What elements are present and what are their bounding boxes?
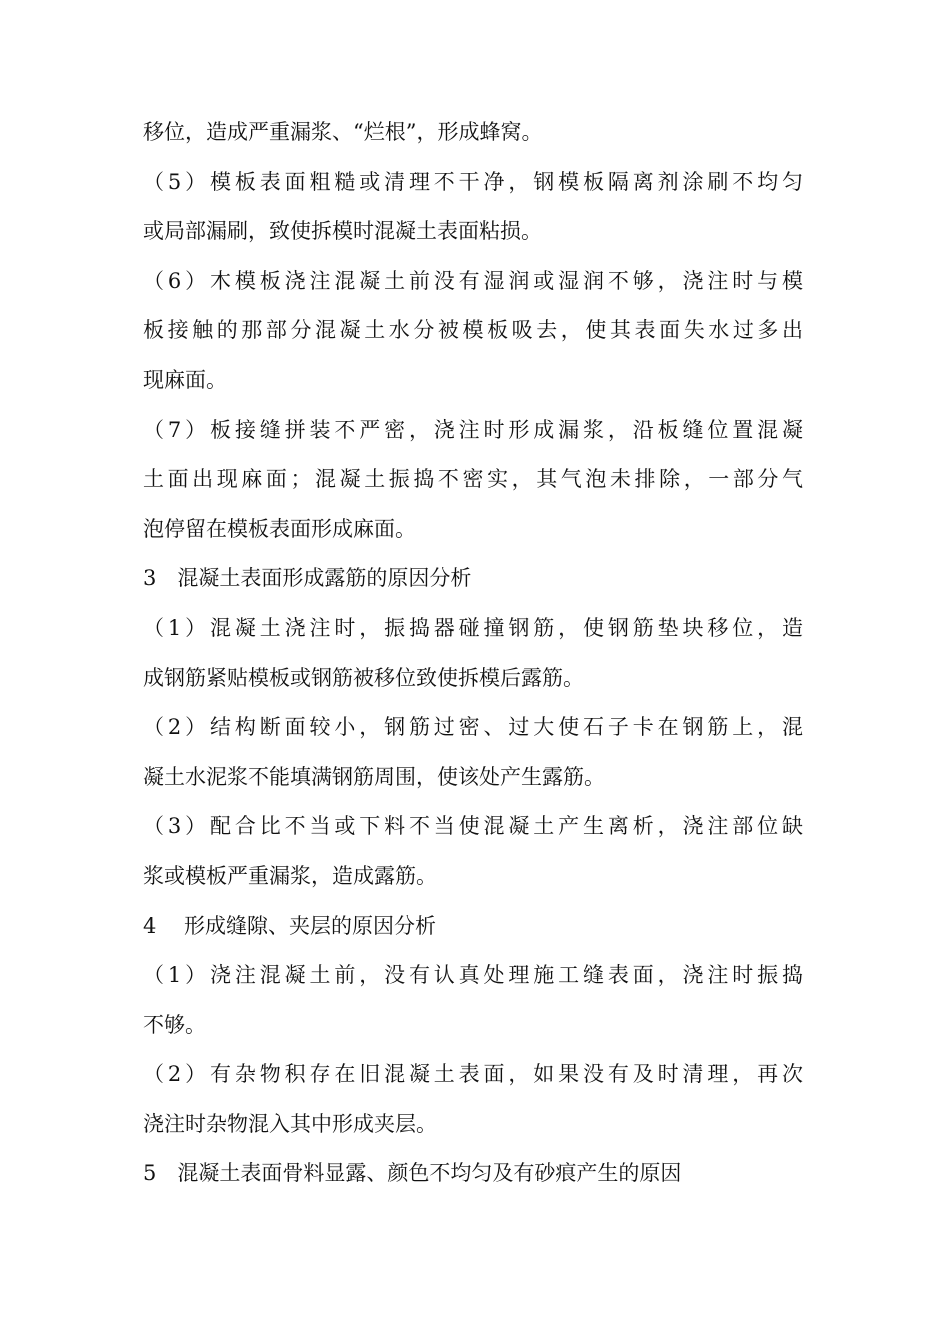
text-line: 泡停留在模板表面形成麻面。 (143, 516, 416, 541)
text-line: 土面出现麻面；混凝土振捣不密实，其气泡未排除，一部分气 (143, 467, 803, 492)
text-line: 浇注时杂物混入其中形成夹层。 (143, 1111, 437, 1136)
text-line: 移位，造成严重漏浆、“烂根”，形成蜂窝。 (143, 120, 543, 144)
text-line: （1）浇注混凝土前，没有认真处理施工缝表面，浇注时振捣 (143, 963, 803, 988)
text-line: 现麻面。 (143, 367, 227, 392)
text-line: 浆或模板严重漏浆，造成露筋。 (143, 863, 437, 888)
section-heading: 3 混凝土表面形成露筋的原因分析 (143, 566, 472, 591)
text-line: （5）模板表面粗糙或清理不干净，钢模板隔离剂涂刷不均匀 (143, 169, 803, 194)
text-line: （2）有杂物积存在旧混凝土表面，如果没有及时清理，再次 (143, 1062, 803, 1087)
text-line: （3）配合比不当或下料不当使混凝土产生离析，浇注部位缺 (143, 814, 803, 839)
text-line: （6）木模板浇注混凝土前没有湿润或湿润不够，浇注时与模 (143, 268, 803, 293)
text-line: 成钢筋紧贴模板或钢筋被移位致使拆模后露筋。 (143, 665, 584, 690)
text-line: （2）结构断面较小，钢筋过密、过大使石子卡在钢筋上，混 (143, 715, 803, 740)
text-line: 或局部漏刷，致使拆模时混凝土表面粘损。 (143, 219, 542, 244)
text-line: （1）混凝土浇注时，振捣器碰撞钢筋，使钢筋垫块移位，造 (143, 615, 803, 640)
section-heading: 5 混凝土表面骨料显露、颜色不均匀及有砂痕产生的原因 (143, 1161, 682, 1186)
document-body (143, 114, 803, 1205)
section-heading: 4 形成缝隙、夹层的原因分析 (143, 913, 437, 938)
text-line: 凝土水泥浆不能填满钢筋周围，使该处产生露筋。 (143, 764, 605, 789)
text-line: （7）板接缝拼装不严密，浇注时形成漏浆，沿板缝位置混凝 (143, 417, 803, 442)
text-line: 板接触的那部分混凝土水分被模板吸去，使其表面失水过多出 (143, 318, 803, 343)
text-line: 不够。 (143, 1012, 206, 1037)
